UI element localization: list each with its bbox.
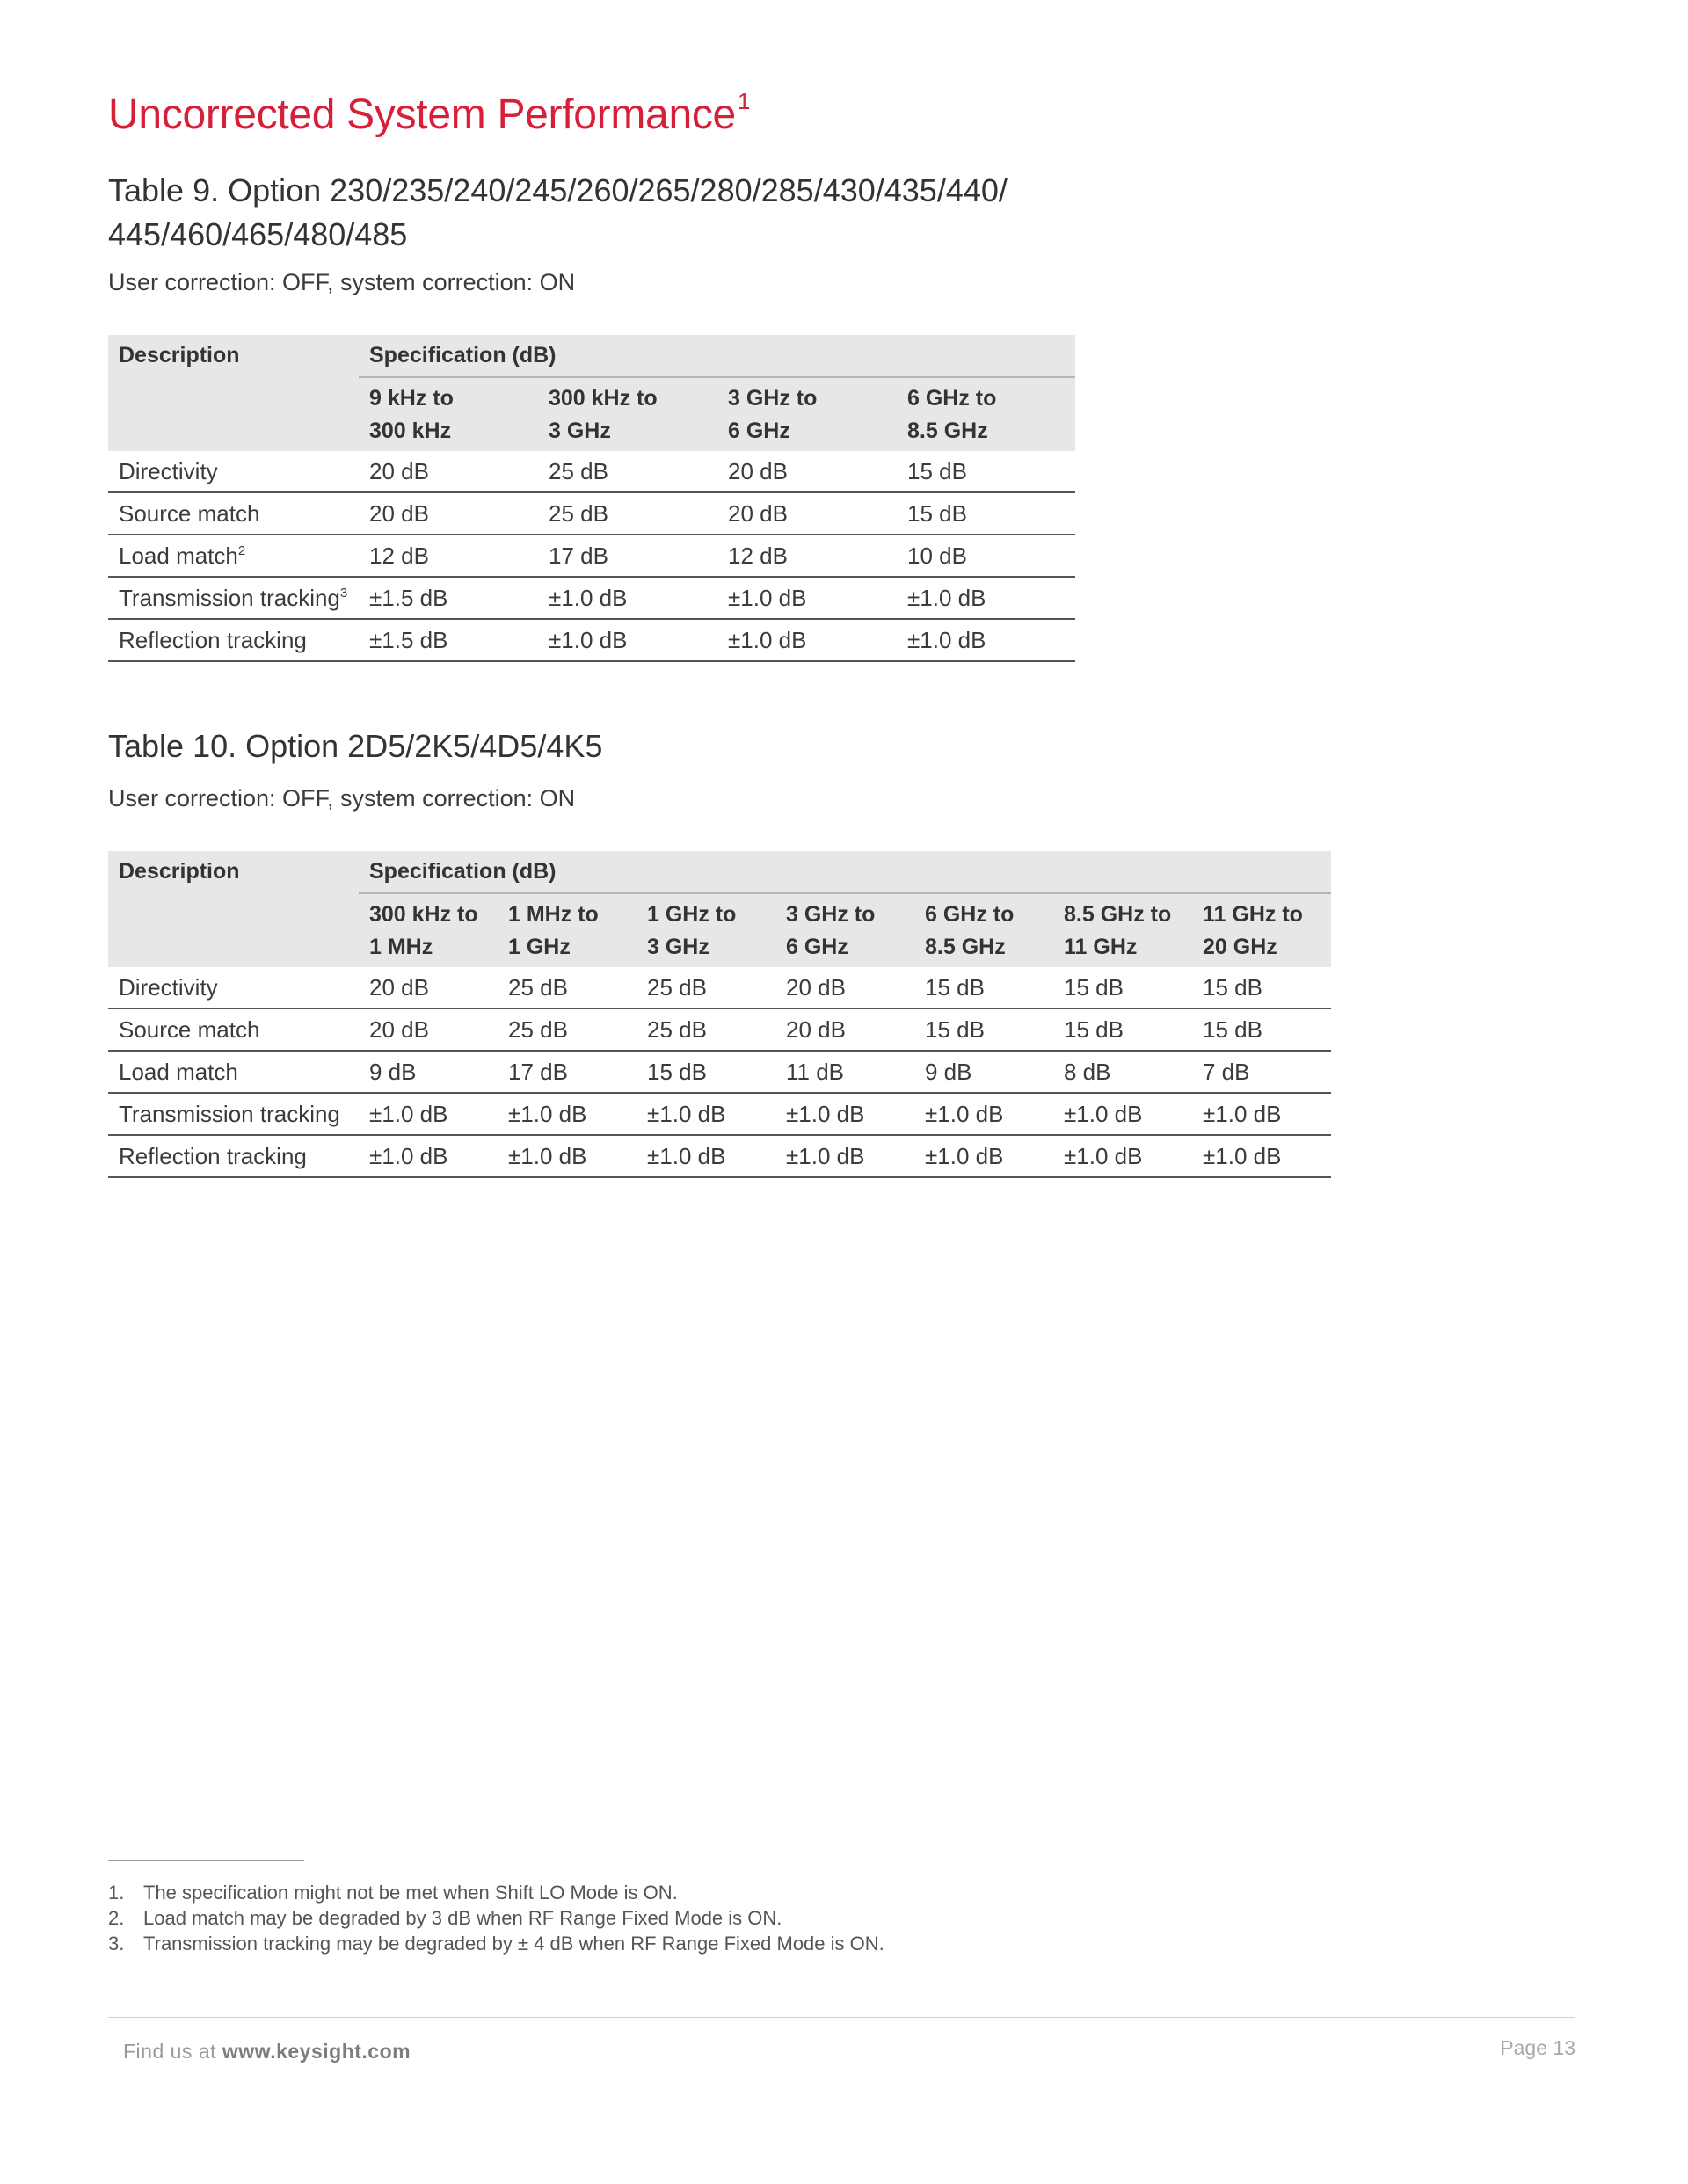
table10-range-header <box>1053 893 1192 967</box>
footnote-text: Transmission tracking may be degraded by ± 4 dB when RF Range Fixed Mode is ON. <box>143 1933 884 1955</box>
table-cell: ±1.5 dB <box>359 577 538 619</box>
table-cell: 15 dB <box>637 1051 775 1093</box>
table-cell: 20 dB <box>775 967 914 1008</box>
table-cell: 25 dB <box>538 451 717 492</box>
table-cell: ±1.0 dB <box>897 577 1075 619</box>
table9-title <box>108 169 1008 257</box>
table-cell: ±1.0 dB <box>637 1093 775 1135</box>
range-line2: 6 GHz <box>728 419 790 443</box>
range-line1: 300 kHz to <box>369 902 478 927</box>
table-cell: ±1.0 dB <box>359 1135 498 1177</box>
row-label: Transmission tracking$^3$ <box>108 577 359 619</box>
table-cell: 12 dB <box>359 535 538 577</box>
table-cell: 15 dB <box>1053 967 1192 1008</box>
footer-website-link[interactable]: www.keysight.com <box>222 2040 411 2063</box>
table-cell: 15 dB <box>1053 1008 1192 1051</box>
range-line1: 6 GHz to <box>907 386 997 411</box>
table-cell: ±1.0 dB <box>914 1135 1053 1177</box>
table9-range-header <box>717 377 897 451</box>
range-line2: 8.5 GHz <box>907 419 988 443</box>
range-line1: 3 GHz to <box>728 386 818 411</box>
table10-header-description: Description <box>108 851 359 967</box>
footnote-ref: 2 <box>237 542 246 558</box>
table-row <box>108 1051 1331 1093</box>
table-cell: 15 dB <box>914 1008 1053 1051</box>
table-row <box>108 535 1075 577</box>
table10-range-header <box>914 893 1053 967</box>
table-cell: ±1.0 dB <box>1053 1093 1192 1135</box>
footnote-text: Load match may be degraded by 3 dB when RF Range Fixed Mode is ON. <box>143 1907 782 1929</box>
row-label: Load match <box>108 1051 359 1093</box>
table-cell: 20 dB <box>359 492 538 535</box>
table-cell: 15 dB <box>1192 967 1331 1008</box>
row-label: Reflection tracking <box>108 619 359 661</box>
row-label: Source match <box>108 1008 359 1051</box>
table-row <box>108 1008 1331 1051</box>
footnote-ref: 3 <box>339 585 348 601</box>
table-cell: ±1.0 dB <box>538 619 717 661</box>
table-cell: ±1.0 dB <box>498 1093 637 1135</box>
table10-subtitle: User correction: OFF, system correction: ON <box>108 785 576 812</box>
table9-title-line2: 445/460/465/480/485 <box>108 216 408 252</box>
page-heading <box>108 88 750 139</box>
row-label: Directivity <box>108 451 359 492</box>
table-cell: 20 dB <box>775 1008 914 1051</box>
table-cell: ±1.0 dB <box>637 1135 775 1177</box>
range-line1: 1 GHz to <box>647 902 737 927</box>
range-line2: 300 kHz <box>369 419 452 443</box>
table10-range-header <box>775 893 914 967</box>
table-cell: ±1.0 dB <box>1053 1135 1192 1177</box>
range-line2: 1 MHz <box>369 935 433 959</box>
table9-subtitle: User correction: OFF, system correction: ON <box>108 269 576 295</box>
table10-title: Table 10. Option 2D5/2K5/4D5/4K5 <box>108 728 603 764</box>
table-cell: ±1.0 dB <box>775 1093 914 1135</box>
table-cell: 15 dB <box>897 492 1075 535</box>
heading-text: Uncorrected System Performance <box>108 91 736 138</box>
table-cell: ±1.0 dB <box>359 1093 498 1135</box>
table10-range-header <box>498 893 637 967</box>
range-line2: 1 GHz <box>508 935 571 959</box>
table-cell: 11 dB <box>775 1051 914 1093</box>
footnote-text: The specification might not be met when Shift LO Mode is ON. <box>143 1882 678 1904</box>
range-line1: 11 GHz to <box>1203 902 1303 927</box>
table-cell: 25 dB <box>498 1008 637 1051</box>
footer-find-prefix: Find us at <box>123 2040 222 2063</box>
table-row <box>108 619 1075 661</box>
table-cell: 20 dB <box>717 492 897 535</box>
row-label: Transmission tracking <box>108 1093 359 1135</box>
table-row <box>108 1093 1331 1135</box>
range-line1: 8.5 GHz to <box>1064 902 1172 927</box>
table9-range-header <box>538 377 717 451</box>
footnote-number: 3. <box>108 1933 125 1955</box>
heading-footnote-ref: 1 <box>737 88 751 114</box>
table-cell: 15 dB <box>914 967 1053 1008</box>
table9-header-description: Description <box>108 335 359 451</box>
row-label: Reflection tracking <box>108 1135 359 1177</box>
table-cell: 20 dB <box>359 967 498 1008</box>
table10-range-header <box>637 893 775 967</box>
table-cell: ±1.0 dB <box>538 577 717 619</box>
table-cell: ±1.0 dB <box>717 619 897 661</box>
table-row <box>108 1135 1331 1177</box>
table-cell: 15 dB <box>1192 1008 1331 1051</box>
range-line2: 6 GHz <box>786 935 848 959</box>
range-line2: 11 GHz <box>1064 935 1138 959</box>
table10-range-header <box>359 893 498 967</box>
range-line1: 300 kHz to <box>549 386 658 411</box>
footnote-number: 1. <box>108 1882 125 1904</box>
table-cell: 8 dB <box>1053 1051 1192 1093</box>
table9-title-line1: Table 9. Option 230/235/240/245/260/265/280/285/430/435/440/ <box>108 172 1008 208</box>
footnote-item <box>108 1905 884 1931</box>
range-line1: 6 GHz to <box>925 902 1015 927</box>
table-cell: 20 dB <box>359 1008 498 1051</box>
range-line2: 8.5 GHz <box>925 935 1006 959</box>
table-cell: ±1.5 dB <box>359 619 538 661</box>
footnote-item <box>108 1880 884 1905</box>
table-cell: ±1.0 dB <box>1192 1135 1331 1177</box>
table-cell: ±1.0 dB <box>775 1135 914 1177</box>
table-row <box>108 967 1331 1008</box>
footer-find-us <box>123 2040 411 2064</box>
range-line2: 3 GHz <box>647 935 709 959</box>
table-row <box>108 451 1075 492</box>
row-label: Directivity <box>108 967 359 1008</box>
table-row <box>108 577 1075 619</box>
table-cell: 25 dB <box>538 492 717 535</box>
table-cell: ±1.0 dB <box>1192 1093 1331 1135</box>
table-cell: 25 dB <box>637 1008 775 1051</box>
footer-divider <box>108 2017 1575 2018</box>
table-cell: 20 dB <box>359 451 538 492</box>
table-cell: 20 dB <box>717 451 897 492</box>
table-cell: ±1.0 dB <box>717 577 897 619</box>
table-cell: ±1.0 dB <box>914 1093 1053 1135</box>
table-cell: 17 dB <box>538 535 717 577</box>
footnote-number: 2. <box>108 1907 125 1929</box>
range-line1: 1 MHz to <box>508 902 599 927</box>
table-cell: 25 dB <box>498 967 637 1008</box>
table9-range-header <box>359 377 538 451</box>
row-label: Source match <box>108 492 359 535</box>
range-line2: 20 GHz <box>1203 935 1277 959</box>
table-cell: 9 dB <box>914 1051 1053 1093</box>
table-cell: 7 dB <box>1192 1051 1331 1093</box>
table9 <box>108 335 1075 662</box>
table10-header-specification: Specification (dB) <box>359 851 1331 893</box>
range-line2: 3 GHz <box>549 419 611 443</box>
table-cell: 17 dB <box>498 1051 637 1093</box>
row-label: Load match$^2$ <box>108 535 359 577</box>
table9-range-header <box>897 377 1075 451</box>
table-cell: 25 dB <box>637 967 775 1008</box>
table10-range-header <box>1192 893 1331 967</box>
table-cell: 9 dB <box>359 1051 498 1093</box>
table-cell: 12 dB <box>717 535 897 577</box>
table-cell: 10 dB <box>897 535 1075 577</box>
range-line1: 3 GHz to <box>786 902 876 927</box>
table10 <box>108 851 1331 1178</box>
page-number: Page 13 <box>1500 2036 1575 2059</box>
footnote-item <box>108 1931 884 1956</box>
table-cell: ±1.0 dB <box>498 1135 637 1177</box>
table-cell: ±1.0 dB <box>897 619 1075 661</box>
table-row <box>108 492 1075 535</box>
table-cell: 15 dB <box>897 451 1075 492</box>
table9-header-specification: Specification (dB) <box>359 335 1075 377</box>
footnote-divider <box>108 1860 304 1861</box>
range-line1: 9 kHz to <box>369 386 454 411</box>
footnotes <box>108 1880 884 1956</box>
